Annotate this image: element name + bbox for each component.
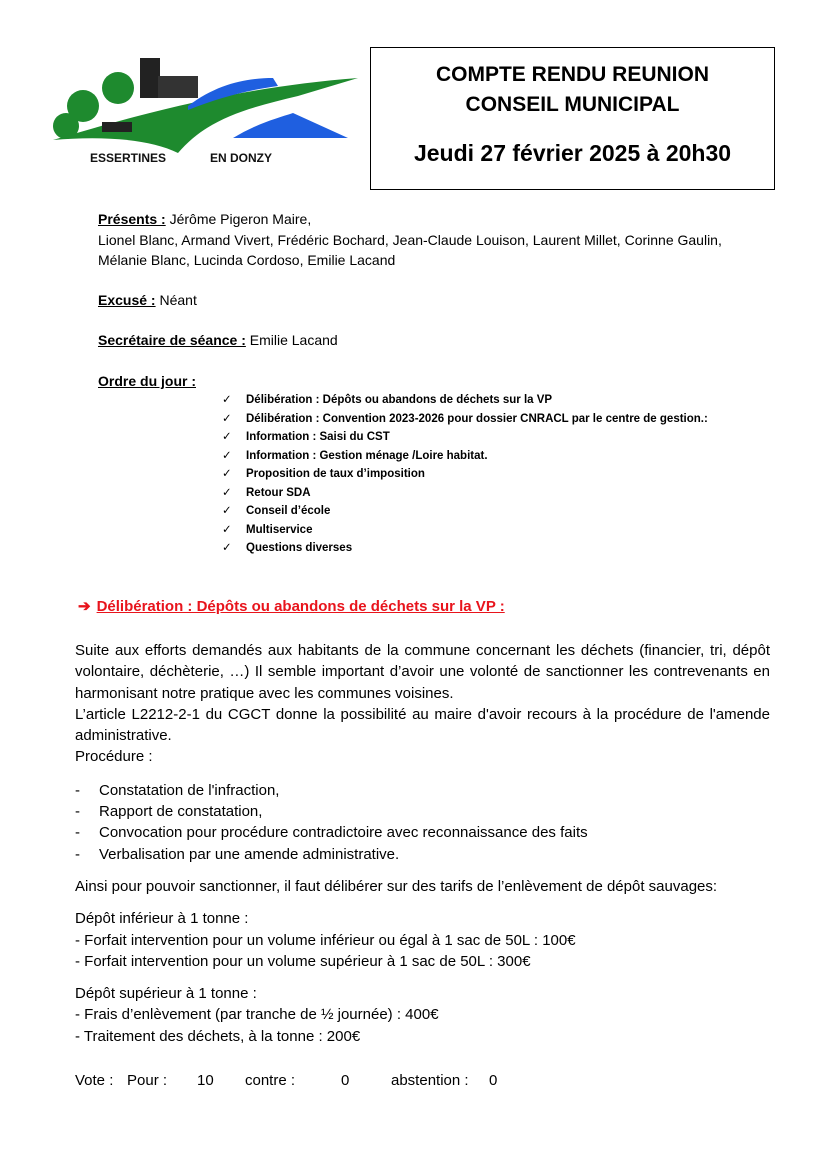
bullet-dash: -	[75, 803, 80, 821]
agenda-item-text: Questions diverses	[246, 542, 353, 554]
bullet-dash: -	[75, 781, 80, 799]
presents-line: Lionel Blanc, Armand Vivert, Frédéric Bochard, Jean-Claude Louison, Laurent Millet, Corinne Gaulin,	[98, 231, 722, 248]
pour-count: 10	[197, 1072, 214, 1090]
agenda-list	[222, 391, 708, 558]
title-box	[370, 47, 775, 190]
tariff-title: Dépôt inférieur à 1 tonne :	[75, 910, 249, 928]
municipality-logo	[48, 48, 363, 168]
checkmark-icon: ✓	[222, 394, 232, 406]
secretary-value: Emilie Lacand	[245, 332, 338, 348]
agenda-label-text: Ordre du jour :	[98, 373, 196, 389]
procedure-steps	[75, 780, 770, 865]
checkmark-icon: ✓	[222, 542, 232, 554]
excused	[98, 290, 197, 311]
svg-text:EN DONZY: EN DONZY	[210, 151, 273, 165]
svg-text:ESSERTINES: ESSERTINES	[90, 151, 167, 165]
secretary-label: Secrétaire de séance :	[98, 332, 246, 348]
checkmark-icon: ✓	[222, 523, 232, 536]
agenda-item-text: Délibération : Convention 2023-2026 pour dossier CNRACL par le centre de gestion.:	[246, 412, 708, 425]
presents-line: Jérôme Pigeron Maire,	[165, 211, 312, 227]
agenda-item-text: Information : Saisi du CST	[246, 431, 390, 443]
agenda-item-text: Retour SDA	[246, 486, 311, 499]
vote-label: Vote :	[75, 1072, 114, 1090]
tariff-title: Dépôt supérieur à 1 tonne :	[75, 985, 257, 1003]
bullet-dash: -	[75, 845, 80, 863]
checkmark-icon: ✓	[222, 431, 232, 443]
agenda-item	[222, 391, 708, 410]
tariff-line: - Frais d’enlèvement (par tranche de ½ journée) : 400€	[75, 1006, 439, 1024]
title-line2: CONSEIL MUNICIPAL	[465, 93, 680, 116]
procedure-step	[75, 780, 770, 801]
pour-label: Pour :	[127, 1072, 168, 1090]
agenda-item	[222, 502, 708, 521]
section-heading-text: Délibération : Dépôts ou abandons de déchets sur la VP :	[96, 598, 505, 615]
agenda-item	[222, 428, 708, 447]
agenda-item	[222, 521, 708, 540]
tariff-line: - Forfait intervention pour un volume inférieur ou égal à 1 sac de 50L : 100€	[75, 931, 576, 949]
step-text: Constatation de l'infraction,	[99, 781, 280, 799]
checkmark-icon: ✓	[222, 449, 232, 462]
secretary	[98, 330, 338, 351]
step-text: Verbalisation par une amende administrative.	[99, 845, 400, 863]
checkmark-icon: ✓	[222, 486, 232, 499]
meeting-date: Jeudi 27 février 2025 à 20h30	[413, 140, 732, 166]
agenda-item	[222, 447, 708, 466]
agenda-item	[222, 465, 708, 484]
agenda-item-text: Délibération : Dépôts ou abandons de déchets sur la VP	[246, 394, 553, 406]
bullet-dash: -	[75, 824, 80, 842]
paragraph: Suite aux efforts demandés aux habitants de la commune concernant les déchets (financier, tri, dépôt volontaire, déchèterie, …) Il semble important d’avoir une volonté de sanctionner les contrevenants en harmonisant notre pratique avec les communes voisines.	[75, 642, 770, 702]
abstention-label: abstention :	[391, 1072, 469, 1090]
step-text: Rapport de constatation,	[99, 803, 263, 821]
agenda-item-text: Conseil d’école	[246, 505, 331, 517]
attendees	[98, 209, 722, 271]
vote-result	[75, 1070, 770, 1091]
excuse-value: Néant	[155, 292, 197, 308]
agenda-item	[222, 410, 708, 429]
agenda-label	[98, 371, 196, 392]
procedure-step	[75, 822, 770, 843]
procedure-label: Procédure :	[75, 748, 153, 766]
tariff-line: - Forfait intervention pour un volume supérieur à 1 sac de 50L : 300€	[75, 952, 531, 970]
section-heading	[78, 597, 505, 615]
arrow-icon: ➔	[78, 598, 91, 615]
paragraph: Ainsi pour pouvoir sanctionner, il faut délibérer sur des tarifs de l’enlèvement de dépôt sauvages:	[75, 877, 718, 895]
tariff-line: - Traitement des déchets, à la tonne : 200€	[75, 1027, 361, 1045]
excuse-label: Excusé :	[98, 292, 156, 308]
step-text: Convocation pour procédure contradictoire avec reconnaissance des faits	[99, 824, 588, 842]
agenda-item-text: Multiservice	[246, 523, 313, 536]
checkmark-icon: ✓	[222, 505, 232, 517]
checkmark-icon: ✓	[222, 468, 232, 480]
title-line1: COMPTE RENDU REUNION	[435, 63, 709, 86]
procedure-step	[75, 844, 770, 865]
agenda-item-text: Proposition de taux d’imposition	[246, 468, 425, 480]
abstention-count: 0	[489, 1072, 498, 1090]
agenda-item	[222, 484, 708, 503]
agenda-item-text: Information : Gestion ménage /Loire habitat.	[246, 449, 488, 462]
contre-count: 0	[341, 1072, 350, 1090]
presents-line: Mélanie Blanc, Lucinda Cordoso, Emilie Lacand	[98, 252, 396, 268]
presents-label: Présents :	[98, 211, 166, 227]
procedure-step	[75, 801, 770, 822]
agenda-item	[222, 539, 708, 558]
contre-label: contre :	[245, 1072, 296, 1090]
section-body	[75, 640, 770, 1091]
paragraph: L’article L2212-2-1 du CGCT donne la possibilité au maire d'avoir recours à la procédure de l'amende administrative.	[75, 705, 770, 745]
checkmark-icon: ✓	[222, 412, 232, 425]
